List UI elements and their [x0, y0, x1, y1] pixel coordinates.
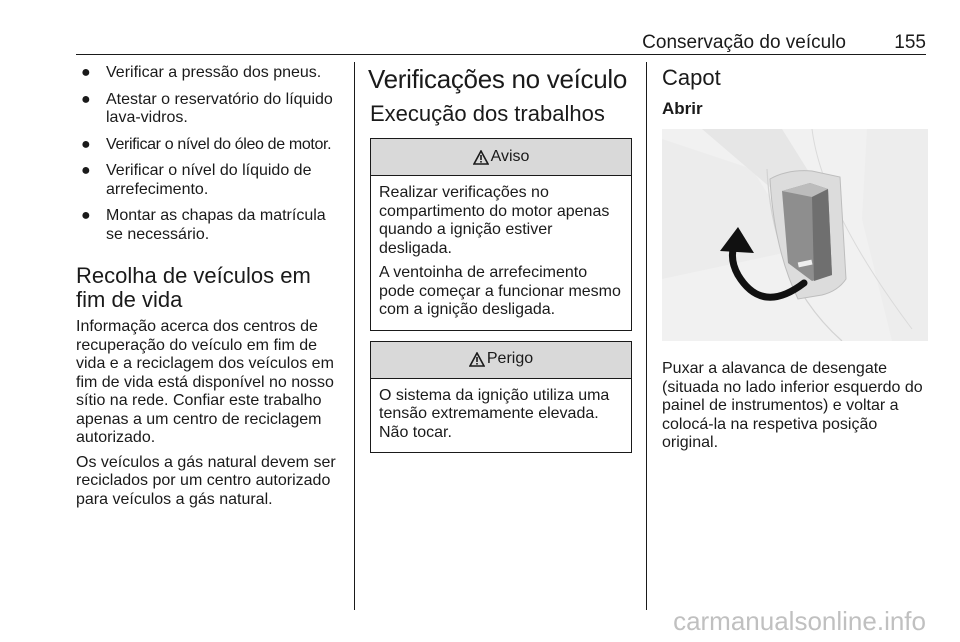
column-divider	[354, 62, 355, 610]
subsection-title: Abrir	[662, 99, 703, 118]
watermark: carmanualsonline.info	[673, 606, 926, 636]
list-item: ● Verificar o nível do líquido de arrefecimento.	[81, 162, 312, 198]
warning-label: Aviso	[490, 147, 530, 165]
paragraph: Os veículos a gás natural devem ser reciclados por um centro autorizado para veículos a gás natural.	[76, 453, 336, 508]
list-item: ● Verificar o nível do óleo de motor.	[81, 135, 332, 153]
bullet-icon: ●	[81, 207, 91, 224]
bullet-icon: ●	[81, 135, 91, 153]
section-title: Execução dos trabalhos	[370, 101, 605, 126]
checklist	[76, 64, 342, 244]
warning-triangle-icon	[469, 352, 485, 367]
section-title: Capot	[662, 65, 721, 90]
danger-box-header	[371, 342, 631, 379]
bullet-icon: ●	[81, 162, 91, 179]
danger-label: Perigo	[486, 350, 534, 368]
bullet-icon: ●	[81, 90, 91, 108]
warning-triangle-icon	[473, 150, 489, 165]
page-header	[76, 32, 926, 55]
page-number: 155	[894, 32, 926, 53]
hood-release-illustration	[662, 129, 928, 341]
danger-box	[370, 341, 632, 454]
paragraph: Informação acerca dos centros de recuperação do veículo em fim de vida e a reciclagem dos veículos em fim de vida está disponível no nosso sítio na rede. Confiar este trabalho apenas a um centro de reciclagem autorizado.	[76, 318, 334, 446]
section-title: Recolha de veículos em fim de vida	[76, 263, 311, 312]
warning-text: A ventoinha de arrefecimento pode começar a funcionar mesmo com a ignição desligada.	[379, 264, 621, 318]
column-divider	[646, 62, 647, 610]
list-item: ● Atestar o reservatório do líquido lava-vidros.	[81, 90, 333, 126]
list-item: ● Montar as chapas da matrícula se necessário.	[81, 207, 326, 243]
column-left	[76, 62, 342, 515]
paragraph: Puxar a alavanca de desengate (situada no lado inferior esquerdo do painel de instrumentos) e voltar a colocá-la na respetiva posição original.	[662, 360, 923, 451]
warning-text: Realizar verificações no compartimento do motor apenas quando a ignição estiver desligada.	[379, 184, 610, 257]
danger-text: O sistema da ignição utiliza uma tensão extremamente elevada. Não tocar.	[379, 386, 610, 441]
column-right	[662, 62, 928, 459]
list-item: ● Verificar a pressão dos pneus.	[81, 64, 322, 81]
chapter-title: Verificações no veículo	[368, 64, 628, 94]
column-middle	[370, 62, 632, 463]
warning-box	[370, 138, 632, 331]
header-title: Conservação do veículo	[642, 32, 846, 53]
warning-box-header	[371, 139, 631, 176]
bullet-icon: ●	[81, 64, 91, 81]
